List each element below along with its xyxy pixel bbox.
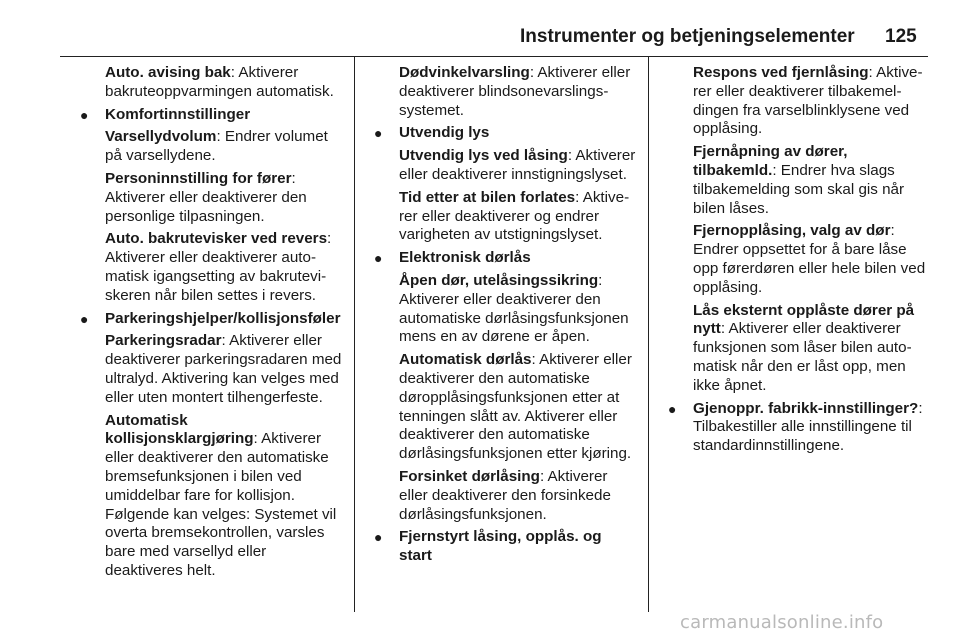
column-2 xyxy=(374,64,636,566)
setting-delayed-lock: Forsinket dørlåsing: Aktiverer eller deaktiverer den forsinkede dørlåsingsfunksjonen. xyxy=(399,467,611,523)
setting-exit-lighting-time: Tid etter at bilen forlates: Aktiverer eller deaktiverer og endrer varigheten av utstigningslyset. xyxy=(399,188,630,244)
list-item-exterior-lights xyxy=(374,124,636,245)
bullet-icon: ● xyxy=(374,529,383,546)
list-item-remote-lock xyxy=(374,528,636,566)
page-title: Instrumenter og betjeningselementer xyxy=(520,26,855,47)
setting-auto-door-lock: Automatisk dørlås: Aktiverer eller deaktiverer den automatiske døropplåsingsfunksjonen etter at tenningen slått av. Aktiverer eller deaktiverer den automatiske dørlåsingsfunksjonen etter kjøring. xyxy=(399,351,632,463)
setting-auto-rear-defrost: Auto. avising bak: Aktiverer bakruteoppvarmingen automatisk. xyxy=(105,64,334,100)
bullet-icon: ● xyxy=(668,400,677,417)
list-item-comfort xyxy=(80,106,342,306)
setting-blind-spot: Dødvinkelvarsling: Aktiverer eller deaktiverer blindsonevarslingssystemet. xyxy=(399,64,631,119)
bullet-icon: ● xyxy=(80,106,89,123)
item-title: Gjenoppr. fabrikk-innstillinger? xyxy=(693,399,919,417)
list-item-electronic-lock xyxy=(374,249,636,524)
item-title: Elektronisk dørlås xyxy=(399,249,531,267)
setting-collision-prep: Automatisk kollisjonsklargjøring: Aktiverer eller deaktiverer den automatiske bremsefunksjonen i bilen ved umiddelbar fare for kollisjon. Følgende kan velges: Systemet vil overta bremsekontrollen, varsles bare med varsellyd eller deaktiveres helt. xyxy=(105,411,337,579)
item-title: Utvendig lys xyxy=(399,124,490,142)
item-text: : Tilbakestiller alle innstillingene til standardinnstillingene. xyxy=(693,399,923,455)
watermark: carmanualsonline.info xyxy=(680,612,884,633)
setting-remote-open-feedback: Fjernåpning av dører, tilbakemld.: Endrer hva slags tilbakemelding som skal gis når bilen låses. xyxy=(693,143,905,217)
setting-open-door-lockout: Åpen dør, utelåsingssikring: Aktiverer eller deaktiverer den automatiske dørlåsingsfunksjonen mens en av dørene er åpen. xyxy=(399,271,629,346)
item-title: Fjernstyrt låsing, opplås. og start xyxy=(399,528,602,565)
column-3 xyxy=(668,64,930,456)
column-1 xyxy=(80,64,342,581)
column-divider-2 xyxy=(648,56,649,612)
setting-auto-rear-wiper: Auto. bakrutevisker ved revers: Aktiverer eller deaktiverer automatisk igangsetting av bakruteviskeren når bilen settes i revers. xyxy=(105,230,332,304)
list-item-parking-assist xyxy=(80,310,342,581)
header-divider xyxy=(60,56,928,57)
setting-remote-lock-feedback: Respons ved fjernlåsing: Aktiverer eller deaktiverer tilbakemeldingen fra varselblinklysene ved opplåsing. xyxy=(693,64,923,138)
bullet-icon: ● xyxy=(374,125,383,142)
item-title: Parkeringshjelper/kollisjonsføler xyxy=(105,309,341,327)
setting-remote-unlock-door: Fjernopplåsing, valg av dør: Endrer oppsettet for å bare låse opp førerdøren eller hele bilen ved opplåsing. xyxy=(693,222,926,296)
setting-warning-volume: Varsellydvolum: Endrer volumet på varsellydene. xyxy=(105,128,328,165)
item-title: Komfortinnstillinger xyxy=(105,105,251,123)
bullet-icon: ● xyxy=(80,310,89,327)
column-divider-1 xyxy=(354,56,355,612)
setting-parking-radar: Parkeringsradar: Aktiverer eller deaktiverer parkeringsradaren med ultralyd. Aktivering kan velges med eller uten montert tilhengerfeste. xyxy=(105,332,342,406)
page-number: 125 xyxy=(885,26,917,47)
setting-lights-on-lock: Utvendig lys ved låsing: Aktiverer eller deaktiverer innstigningslyset. xyxy=(399,147,636,183)
list-item-factory-reset xyxy=(668,400,930,456)
bullet-icon: ● xyxy=(374,250,383,267)
setting-driver-personalization: Personinnstilling for fører: Aktiverer eller deaktiverer den personlige tilpasningen. xyxy=(105,169,307,225)
setting-relock-doors: Lås eksternt opplåste dører på nytt: Aktiverer eller deaktiverer funksjonen som låser bilen automatisk når den er låst opp, men ikke åpnet. xyxy=(693,301,915,394)
